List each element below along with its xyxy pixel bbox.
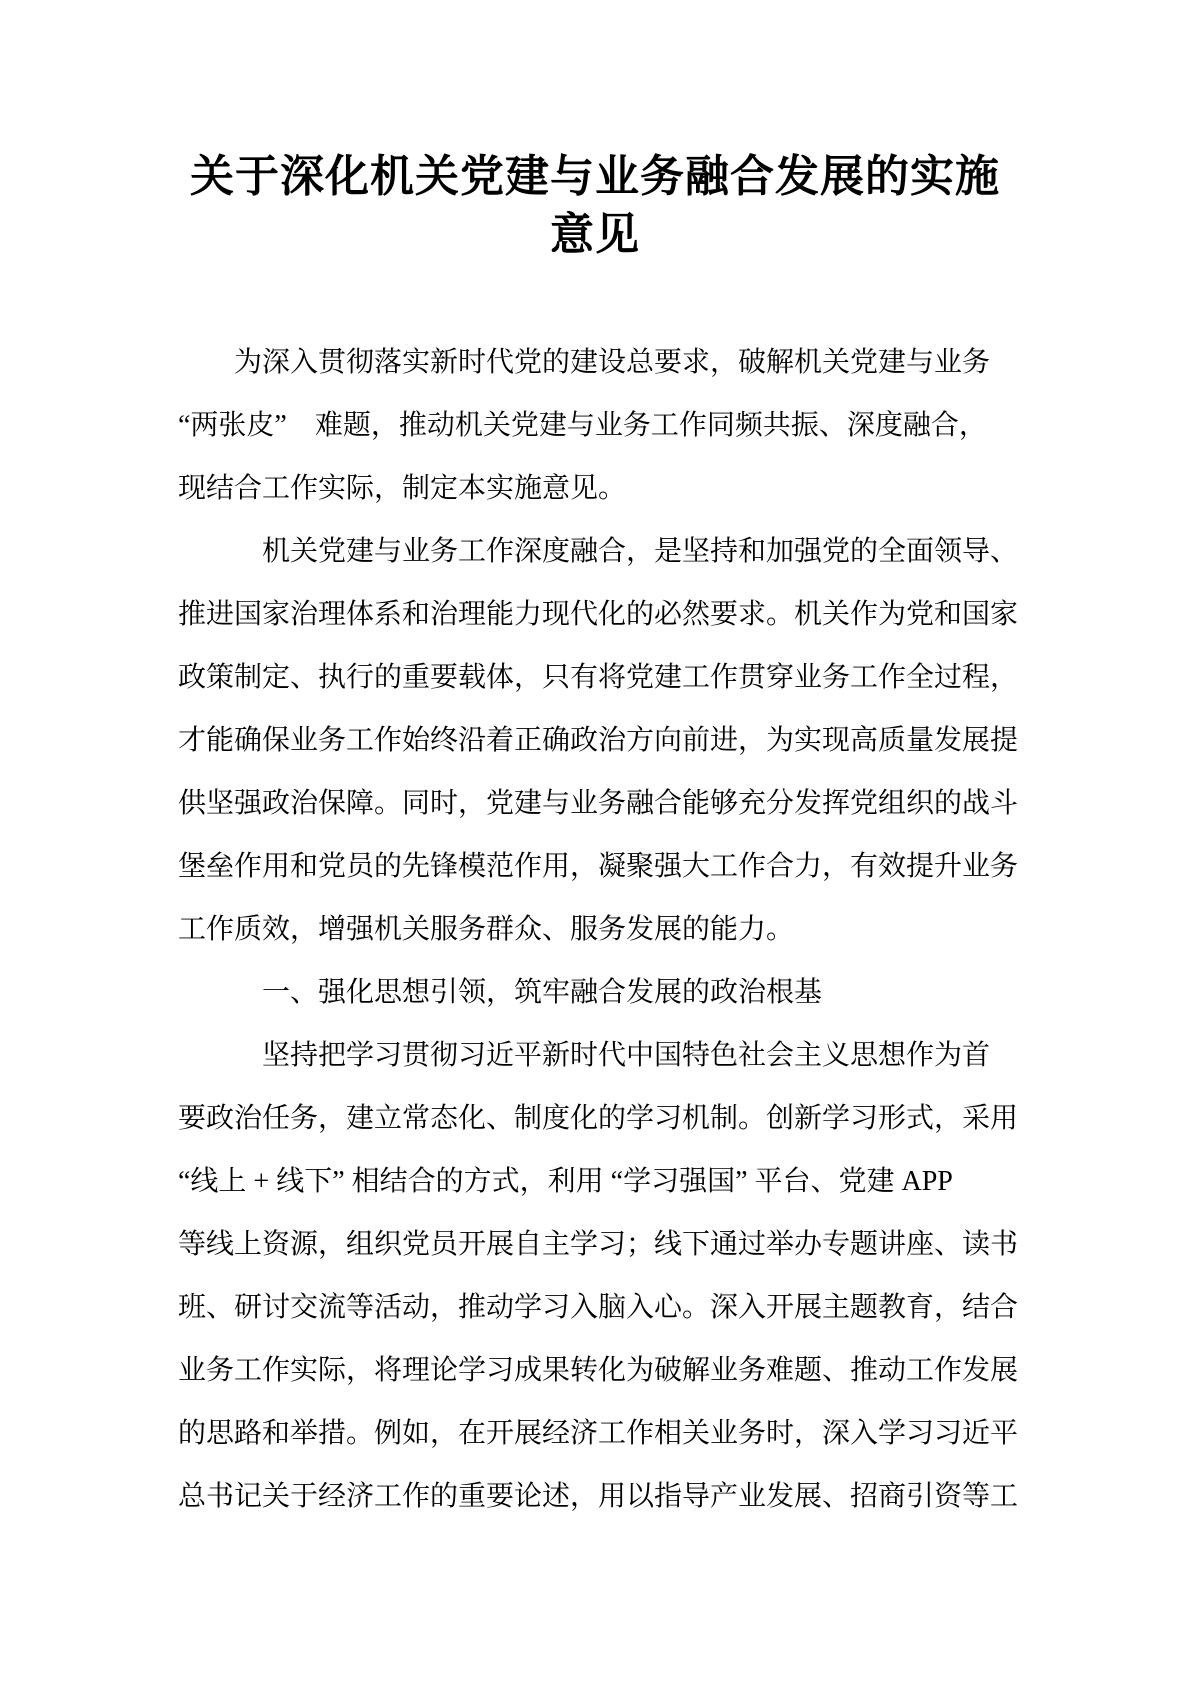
body-text-line: 堡垒作用和党员的先锋模范作用，凝聚强大工作合力，有效提升业务: [178, 851, 1019, 882]
title-line-2: 意见: [550, 210, 640, 259]
document-title: [0, 0, 1190, 264]
document-body: [0, 331, 1190, 1528]
body-text-line: 总书记关于经济工作的重要论述，用以指导产业发展、招商引资等工: [178, 1481, 1019, 1512]
body-text-line: “两张皮” 难题，推动机关党建与业务工作同频共振、深度融合，: [178, 410, 987, 441]
body-text-line: 的思路和举措。例如，在开展经济工作相关业务时，深入学习习近平: [178, 1418, 1019, 1449]
body-text-line: 要政治任务，建立常态化、制度化的学习机制。创新学习形式，采用: [178, 1103, 1019, 1134]
body-text-line: 供坚强政治保障。同时，党建与业务融合能够充分发挥党组织的战斗: [178, 788, 1019, 819]
body-text-line: 才能确保业务工作始终沿着正确政治方向前进，为实现高质量发展提: [178, 725, 1019, 756]
body-text-line: 推进国家治理体系和治理能力现代化的必然要求。机关作为党和国家: [178, 599, 1019, 630]
body-text-line: 等线上资源，组织党员开展自主学习；线下通过举办专题讲座、读书: [178, 1229, 1019, 1260]
body-text-line: 坚持把学习贯彻习近平新时代中国特色社会主义思想作为首: [262, 1040, 991, 1071]
title-line-1: 关于深化机关党建与业务融合发展的实施: [190, 152, 1000, 201]
body-text-line: 机关党建与业务工作深度融合，是坚持和加强党的全面领导、: [262, 536, 1019, 567]
section-heading-line: 一、强化思想引领，筑牢融合发展的政治根基: [262, 977, 823, 1008]
body-text-line: 班、研讨交流等活动，推动学习入脑入心。深入开展主题教育，结合: [178, 1292, 1019, 1323]
body-text-line: “线上 + 线下” 相结合的方式，利用 “学习强国” 平台、党建 APP: [178, 1166, 953, 1197]
body-text-line: 工作质效，增强机关服务群众、服务发展的能力。: [178, 914, 795, 945]
body-text-line: 政策制定、执行的重要载体，只有将党建工作贯穿业务工作全过程，: [178, 662, 1019, 693]
body-text-line: 业务工作实际，将理论学习成果转化为破解业务难题、推动工作发展: [178, 1355, 1019, 1386]
body-text-line: 现结合工作实际，制定本实施意见。: [178, 473, 627, 504]
body-text-line: 为深入贯彻落实新时代党的建设总要求，破解机关党建与业务: [234, 347, 991, 378]
